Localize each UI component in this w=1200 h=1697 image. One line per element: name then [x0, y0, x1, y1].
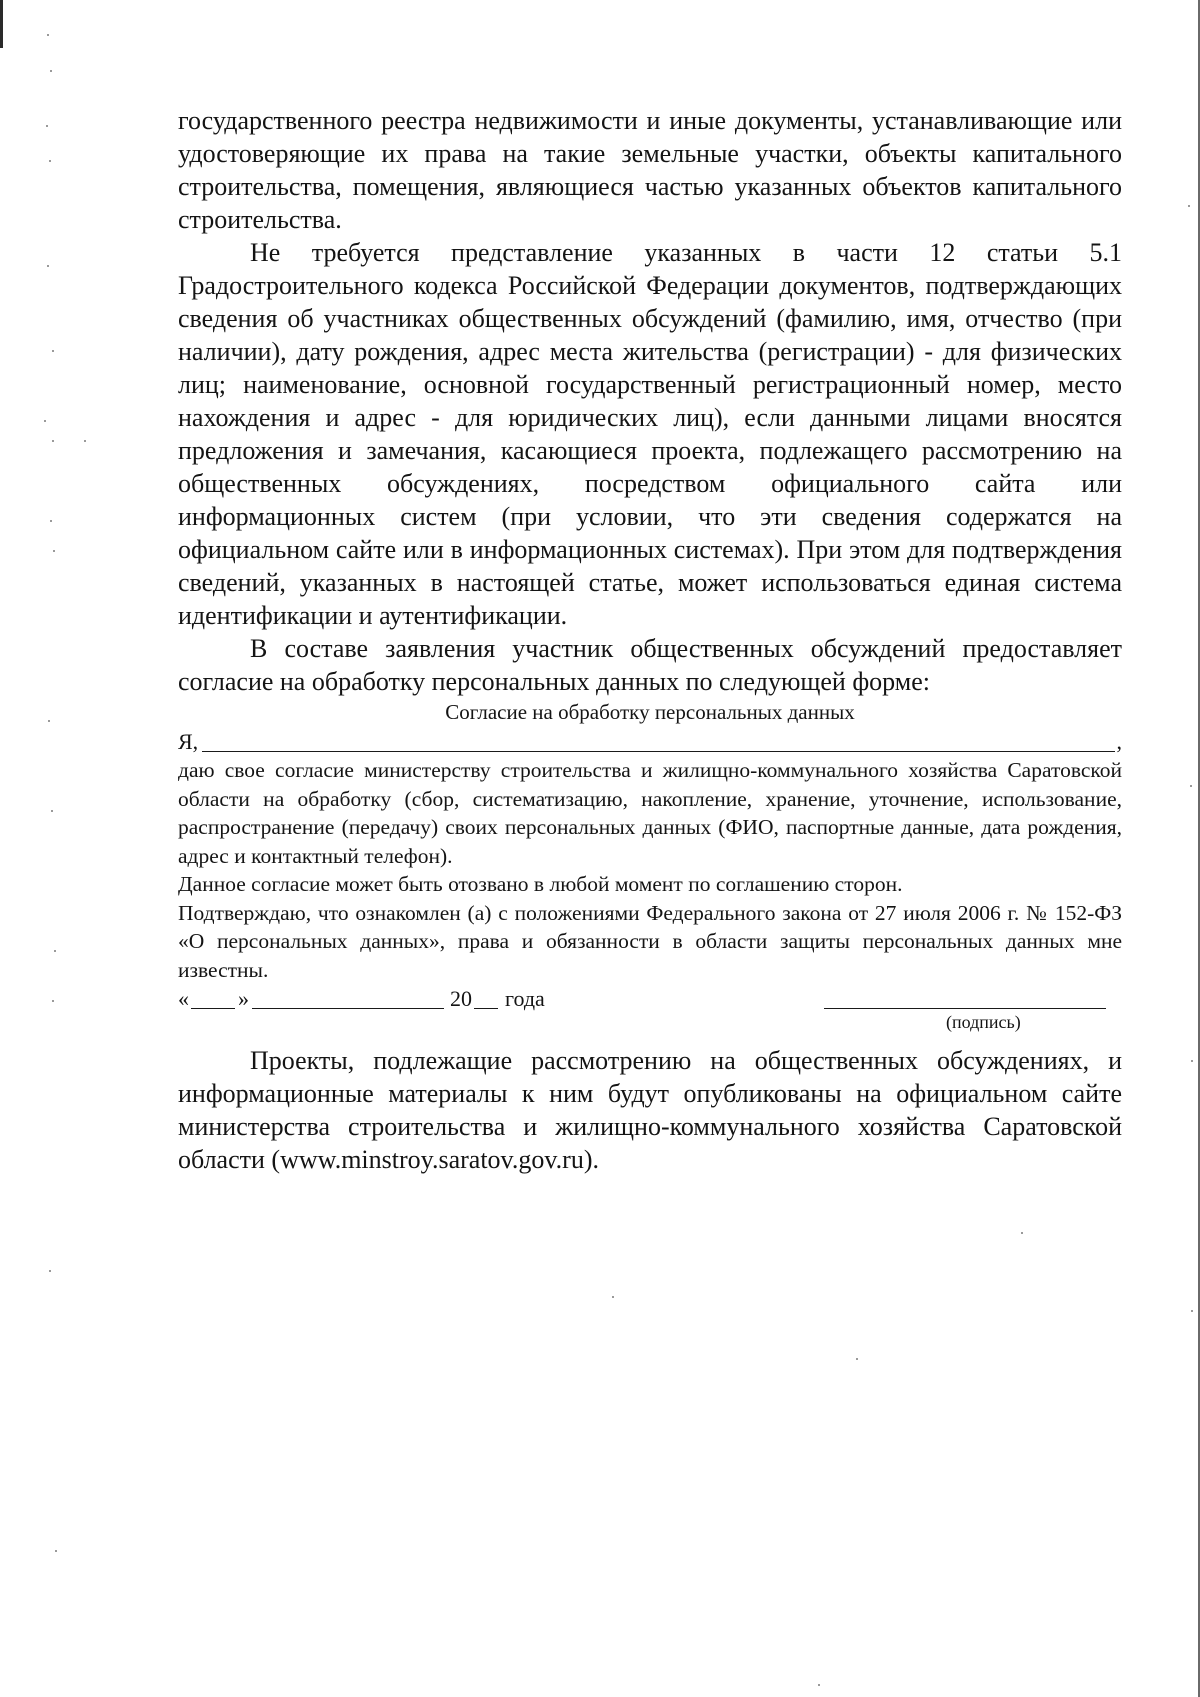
consent-text: даю свое согласие министерству строительства и жилищно-коммунального хозяйства Саратовской области на обработку (сбор, систематизацию, накопление, хранение, уточнение, использование, распространение (передачу) своих персональных данных (ФИО, паспортные данные, дата рождения, адрес и контактный телефон).	[178, 758, 1122, 868]
scan-speck	[856, 1358, 858, 1360]
paragraph-publication-info: Проекты, подлежащие рассмотрению на общественных обсуждениях, и информационные материалы к ним будут опубликованы на официальном сайте министерства строительства и жилищно-коммунального хозяйства Саратовской области (www.minstroy.saratov.gov.ru).	[178, 1046, 1122, 1174]
scan-speck	[1191, 1310, 1193, 1312]
year-suffix: года	[505, 986, 545, 1011]
signature-blank-line[interactable]	[824, 1008, 1106, 1009]
month-blank-line[interactable]	[252, 1008, 444, 1009]
scan-speck	[49, 160, 51, 162]
scan-speck	[52, 440, 54, 442]
date-close-quote: »	[238, 986, 249, 1011]
scan-speck	[50, 70, 52, 72]
scan-speck	[49, 1270, 51, 1272]
paragraph-consent-intro: В составе заявления участник общественных обсуждений предоставляет согласие на обработку персональных данных по следующей форме:	[178, 634, 1122, 696]
scan-speck	[53, 550, 55, 552]
scan-speck	[47, 265, 49, 267]
paragraph-registry-documents: государственного реестра недвижимости и иные документы, устанавливающие или удостоверяющие их права на такие земельные участки, объекты капитального строительства, помещения, являющиеся частью указанных объектов капитального строительства.	[178, 106, 1122, 234]
document-page	[178, 104, 1122, 1176]
scan-speck	[612, 1296, 614, 1298]
scan-speck	[1191, 1060, 1193, 1062]
year-prefix: 20	[450, 986, 472, 1011]
consent-revocation-text: Данное согласие может быть отозвано в любой момент по соглашению сторон.	[178, 872, 903, 896]
scan-speck	[48, 720, 50, 722]
scan-speck	[52, 1000, 54, 1002]
fio-blank-line[interactable]	[202, 729, 1114, 752]
scan-speck	[1190, 785, 1192, 787]
scan-speck	[47, 34, 49, 36]
consent-form-title: Согласие на обработку персональных данных	[445, 700, 855, 724]
fio-row	[178, 728, 1122, 756]
signature-caption: (подпись)	[946, 1012, 1021, 1032]
scan-speck	[84, 440, 86, 442]
fio-suffix: ,	[1116, 729, 1122, 754]
date-signature-row	[178, 986, 1122, 1032]
scan-speck	[54, 950, 56, 952]
scan-speck	[1021, 1232, 1023, 1234]
scan-speck	[1188, 205, 1190, 207]
fio-prefix: Я,	[178, 729, 199, 754]
scan-speck	[51, 810, 53, 812]
paragraph-documents-not-required: Не требуется представление указанных в части 12 статьи 5.1 Градостроительного кодекса Российской Федерации документов, подтверждающих сведения об участниках общественных обсуждений (фамилию, имя, отчество (при наличии), дату рождения, адрес места жительства (регистрации) - для физических лиц; наименование, основной государственный регистрационный номер, место нахождения и адрес - для юридических лиц), если данными лицами вносятся предложения и замечания, касающиеся проекта, подлежащего рассмотрению на общественных обсуждениях, посредством официального сайта или информационных систем (при условии, что эти сведения содержатся на официальном сайте или в информационных системах). При этом для подтверждения сведений, указанных в настоящей статье, может использоваться единая система идентификации и аутентификации.	[178, 238, 1122, 630]
consent-form	[178, 698, 1122, 1032]
scan-speck	[818, 1684, 820, 1686]
scan-edge-mark	[0, 0, 3, 48]
year-blank-line[interactable]	[474, 1008, 498, 1009]
day-blank-line[interactable]	[191, 1008, 235, 1009]
consent-confirmation-text: Подтверждаю, что ознакомлен (а) с положениями Федерального закона от 27 июля 2006 г. № 152-ФЗ «О персональных данных», права и обязанности в области защиты персональных данных мне известны.	[178, 900, 1122, 982]
date-open-quote: «	[178, 986, 189, 1011]
scan-speck	[55, 1550, 57, 1552]
scan-speck	[50, 520, 52, 522]
scan-speck	[46, 125, 48, 127]
scan-speck	[52, 350, 54, 352]
scan-speck	[44, 420, 46, 422]
